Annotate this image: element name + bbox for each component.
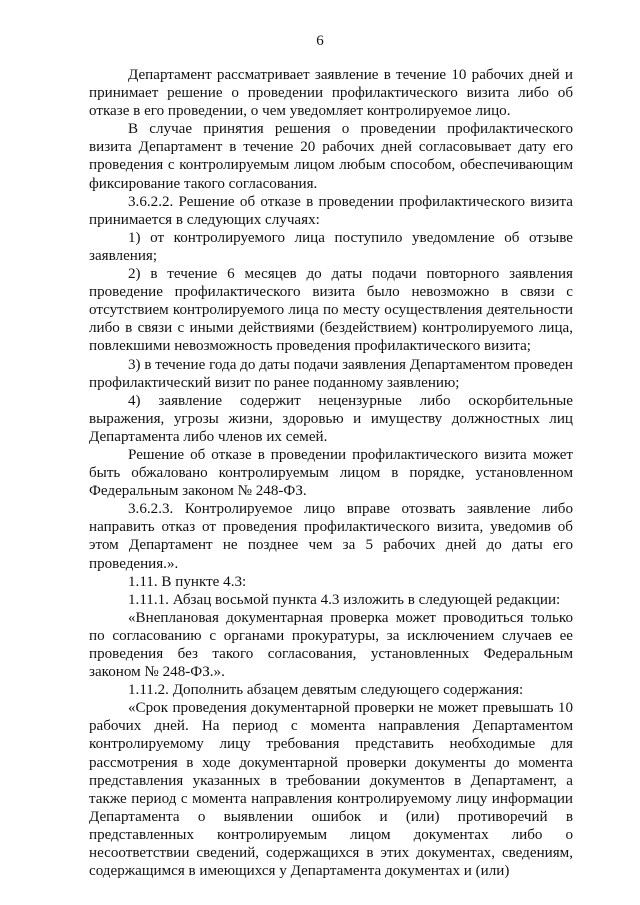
list-item-3: 3) в течение года до даты подачи заявления Департаментом проведен профилактический визит по ранее поданному заявлению; [89, 356, 573, 391]
list-item-4: 4) заявление содержит нецензурные либо оскорбительные выражения, угрозы жизни, здоровью и имуществу должностных лиц Департамента либо членов их семей. [89, 392, 573, 445]
paragraph-1-11-2: 1.11.2. Дополнить абзацем девятым следующего содержания: [128, 682, 524, 699]
paragraph-3-6-2-3: 3.6.2.3. Контролируемое лицо вправе отозвать заявление либо направить отказ от проведения профилактического визита, уведомив об этом Департамент не позднее чем за 5 рабочих дней до даты его проведения.». [89, 501, 573, 572]
paragraph-3-6-2-2: 3.6.2.2. Решение об отказе в проведении профилактического визита принимается в следующих случаях: [89, 193, 573, 228]
paragraph-review-period: Департамент рассматривает заявление в течение 10 рабочих дней и принимает решение о проведении профилактического визита либо об отказе в его проведении, о чем уведомляет контролируемое лицо. [89, 67, 573, 120]
list-item-2: 2) в течение 6 месяцев до даты подачи повторного заявления проведение профилактического визита было невозможно в связи с отсутствием контролируемого лица по месту осуществления деятельности либо в связи с иными действиями (бездействием) контролируемого лица, повлекшими невозможность проведения профилактического визита; [89, 266, 573, 355]
document-body [89, 66, 573, 880]
paragraph-visit-date-agreement: В случае принятия решения о проведении профилактического визита Департамент в течение 20 рабочих дней согласовывает дату его проведения с контролируемым лицом любым способом, обеспечивающим фиксирование такого согласования. [89, 121, 573, 192]
paragraph-1-11-1: 1.11.1. Абзац восьмой пункта 4.3 изложить в следующей редакции: [128, 591, 561, 608]
page-number: 6 [316, 33, 324, 49]
paragraph-unscheduled-inspection: «Внеплановая документарная проверка может проводиться только по согласованию с органами прокуратуры, за исключением случаев ее проведения без такого согласования, установленных Федеральным законом № 248-ФЗ.». [89, 609, 573, 681]
list-item-1: 1) от контролируемого лица поступило уведомление об отзыве заявления; [89, 229, 573, 264]
paragraph-1-11: 1.11. В пункте 4.3: [128, 573, 247, 590]
paragraph-appeal: Решение об отказе в проведении профилактического визита может быть обжаловано контролируемым лицом в порядке, установленном Федеральным законом № 248-ФЗ. [89, 446, 573, 500]
paragraph-inspection-term: «Срок проведения документарной проверки не может превышать 10 рабочих дней. На период с момента направления Департаментом контролируемому лицу требования представить необходимые для рассмотрения в ходе документарной проверки документы до момента представления указанных в требовании документов в Департамент, а также период с момента направления контролируемому лицу информации Департамента о выявлении ошибок и (или) противоречий в представленных контролируемым лицом документах либо о несоответствии сведений, содержащихся в этих документах, сведениям, содержащимся в имеющихся у Департамента документах и (или) [89, 700, 573, 880]
